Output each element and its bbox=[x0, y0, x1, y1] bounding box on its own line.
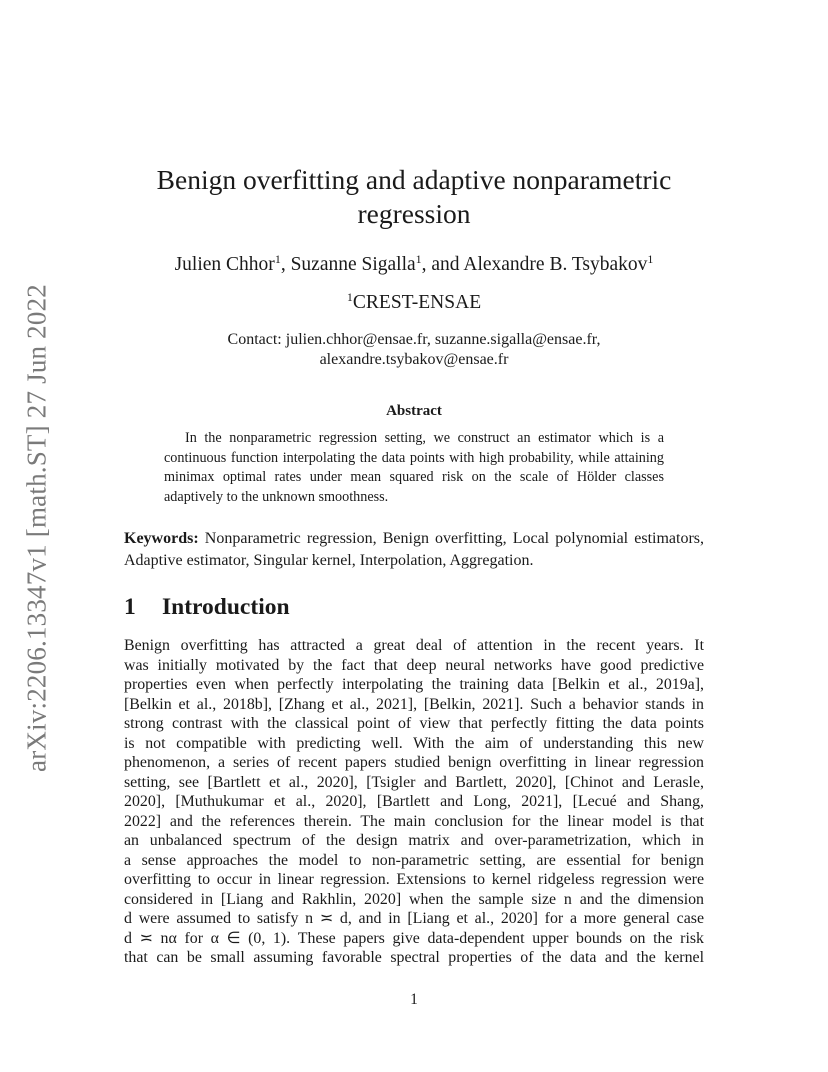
contact-line: Contact: julien.chhor@ensae.fr, suzanne.sigalla@ensae.fr, bbox=[227, 331, 601, 348]
affiliation bbox=[124, 292, 704, 314]
page-number: 1 bbox=[410, 991, 418, 1008]
contact-line: alexandre.tsybakov@ensae.fr bbox=[319, 350, 509, 368]
keywords-block bbox=[124, 528, 704, 571]
body-line: an unbalanced spectrum of the design matrix and over-parametrization, which in bbox=[124, 832, 704, 849]
body-line: 2020], [Muthukumar et al., 2020], [Bartlett and Long, 2021], [Lecué and Shang, bbox=[124, 793, 704, 810]
affiliation-mark: 1 bbox=[346, 290, 353, 304]
affiliation-name: CREST-ENSAE bbox=[352, 292, 482, 313]
title-line: Benign overfitting and adaptive nonparametric bbox=[156, 164, 672, 195]
body-paragraph bbox=[124, 636, 704, 968]
keywords-text: Nonparametric regression, Benign overfitting, Local polynomial estimators, Adaptive estimator, Singular kernel, Interpolation, Aggregation. bbox=[124, 530, 705, 569]
author-name: Suzanne Sigalla bbox=[290, 254, 416, 275]
body-line: 2022] and the references therein. The main conclusion for the linear model is that bbox=[124, 812, 704, 830]
affiliation-mark: 1 bbox=[647, 252, 654, 266]
author-separator: , bbox=[280, 254, 291, 275]
keywords-label: Keywords: bbox=[124, 530, 199, 547]
affiliation-mark: 1 bbox=[274, 252, 281, 266]
author-name: Alexandre B. Tsybakov bbox=[463, 254, 648, 275]
body-line: is not compatible with predicting well. With the aim of understanding this new bbox=[124, 734, 704, 752]
body-line: properties even when perfectly interpolating the training data [Belkin et al., 2019a], bbox=[124, 676, 704, 693]
body-line: that can be small assuming favorable spectral properties of the data and the kernel bbox=[124, 949, 704, 966]
body-line: was initially motivated by the fact that deep neural networks have good predictive bbox=[124, 656, 704, 674]
section-number: 1 bbox=[124, 594, 136, 620]
abstract-text: In the nonparametric regression setting, we construct an estimator which is a continuous function interpolating the data points with high probability, while attaining minimax optimal rates under mean squared risk on the scale of Hölder classes adaptively to the unknown smoothness. bbox=[164, 430, 664, 505]
body-line: Benign overfitting has attracted a great deal of attention in the recent years. It bbox=[124, 637, 704, 654]
body-line: setting, see [Bartlett et al., 2020], [Tsigler and Bartlett, 2020], [Chinot and Lerasle, bbox=[124, 773, 704, 791]
author-separator: , and bbox=[421, 254, 464, 275]
author-name: Julien Chhor bbox=[174, 254, 275, 275]
body-line: d were assumed to satisfy n ≍ d, and in [Liang et al., 2020] for a more general case bbox=[124, 910, 704, 927]
affiliation-mark: 1 bbox=[415, 252, 422, 266]
title-line: regression bbox=[357, 198, 471, 229]
body-line: phenomenon, a series of recent papers studied benign overfitting in linear regression bbox=[124, 754, 704, 771]
body-line: strong contrast with the classical point of view that perfectly fitting the data points bbox=[124, 715, 704, 732]
paper-title bbox=[124, 163, 704, 231]
section-heading bbox=[124, 594, 290, 621]
section-title: Introduction bbox=[162, 594, 290, 620]
body-line: overfitting to occur in linear regression. Extensions to kernel ridgeless regression were bbox=[124, 871, 704, 888]
contact-info bbox=[124, 330, 704, 369]
body-line: [Belkin et al., 2018b], [Zhang et al., 2021], [Belkin, 2021]. Such a behavior stands in bbox=[124, 695, 704, 713]
body-line: a sense approaches the model to non-parametric setting, are essential for benign bbox=[124, 851, 704, 869]
body-line: d ≍ nα for α ∈ (0, 1). These papers give data-dependent upper bounds on the risk bbox=[124, 929, 704, 947]
arxiv-identifier-stamp: arXiv:2206.13347v1 [math.ST] 27 Jun 2022 bbox=[21, 284, 52, 772]
author-list bbox=[124, 254, 704, 276]
abstract-heading: Abstract bbox=[386, 403, 442, 419]
body-line: considered in [Liang and Rakhlin, 2020] when the sample size n and the dimension bbox=[124, 890, 704, 908]
